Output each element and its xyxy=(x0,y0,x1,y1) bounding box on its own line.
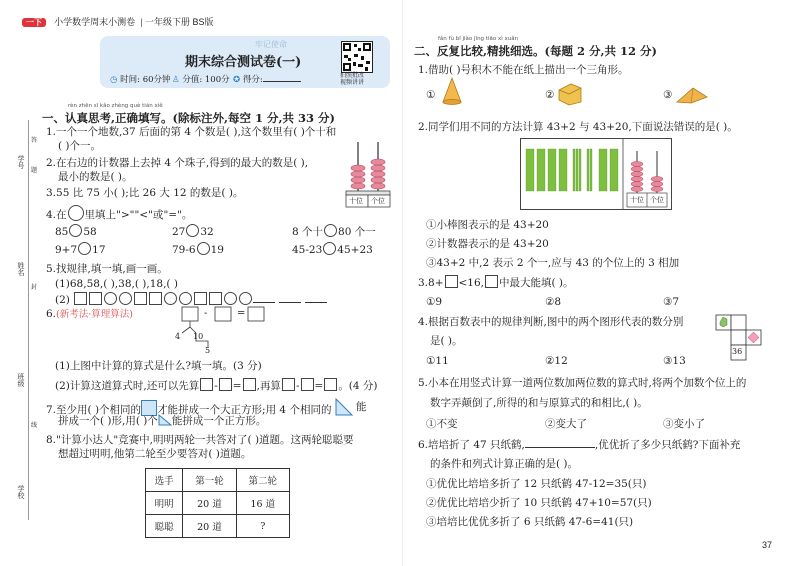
cmp-5[interactable]: 79-6 19 xyxy=(172,244,224,256)
p1-q5-2: (2) xyxy=(55,292,327,307)
got-info: ✪ 得分: xyxy=(233,73,301,85)
abacus-left-tens: 十位 xyxy=(349,197,363,205)
p2-q1-opt1[interactable]: ① xyxy=(426,89,436,101)
paper-title: 期末综合测试卷(一) xyxy=(185,55,302,70)
qr-code[interactable] xyxy=(341,41,373,73)
p2-q4a: 4.根据百数表中的规律判断,图中的两个图形代表的数分别 xyxy=(418,316,684,328)
triangle-icon-a xyxy=(334,397,354,417)
chart-num-36: 36 xyxy=(732,347,743,356)
score-table xyxy=(145,468,290,538)
p2-q1-opt3[interactable]: ③ xyxy=(663,89,673,101)
table-cell: 20 道 xyxy=(183,492,236,515)
sticks-abacus-figure xyxy=(520,138,672,210)
p1-q1b: ( )个一。 xyxy=(58,140,102,152)
page-number: 37 xyxy=(762,540,773,550)
table-cell: 16 道 xyxy=(236,492,289,515)
part2-pinyin: fǎn fù bǐ jiào jīng tiāo xì xuǎn xyxy=(438,36,519,42)
p2-q3-opt3[interactable]: ③7 xyxy=(663,296,680,308)
table-cell: 聪聪 xyxy=(146,515,183,538)
q6-diagram xyxy=(170,305,270,355)
cmp-1[interactable]: 85 58 xyxy=(55,226,97,238)
q6-tag: (新考法·算理算法) xyxy=(56,309,133,320)
p1-q3: 3.55 比 75 小( );比 26 大 12 的数是( )。 xyxy=(46,187,244,199)
p1-q6-2: (2)计算这道算式时,还可以先算 - = ,再算 - = 。(4 分) xyxy=(55,380,378,392)
side-label-xingming: 姓名 xyxy=(17,262,25,276)
binding-line xyxy=(28,120,29,520)
table-cell: ? xyxy=(236,515,289,538)
clock-icon: ◷ xyxy=(110,75,118,85)
person-icon: ♙ xyxy=(172,75,180,85)
cmp-4[interactable]: 9+7 17 xyxy=(55,244,106,256)
side-label-banji: 班级 xyxy=(17,373,25,387)
p1-q5: 5.找规律,填一填,画一画。 xyxy=(46,263,168,275)
p2-q6c: 的条件和列式计算正确的是( )。 xyxy=(430,458,579,470)
edition: 一年级下册 BS版 xyxy=(145,17,214,27)
cmp-6[interactable]: 45-23 45+23 xyxy=(292,244,373,256)
q6-eq: = xyxy=(237,308,246,319)
p2-q1: 1.借助( )号积木不能在纸上描出一个三角形。 xyxy=(418,64,629,76)
p1-q7c: 能 xyxy=(356,401,367,413)
p1-q5-1: (1)68,58,( ),38,( ),18,( ) xyxy=(55,278,178,290)
p2-q2-opt3[interactable]: ③43+2 中,2 表示 2 个一,应与 43 的个位上的 3 相加 xyxy=(426,257,680,269)
time-info: ◷ 时间: 60分钟 xyxy=(110,75,171,85)
table-head: 第一轮 xyxy=(183,469,236,492)
p1-q4: 4.在 里填上">""<"或"="。 xyxy=(46,205,192,222)
p2-q5-opt1[interactable]: ①不变 xyxy=(426,418,458,430)
stamp: 牢记使命 xyxy=(255,40,287,49)
prism-icon xyxy=(557,80,583,106)
p2-q3-opt2[interactable]: ②8 xyxy=(545,296,562,308)
p2-q3-opt1[interactable]: ①9 xyxy=(426,296,443,308)
hundred-chart-fragment xyxy=(715,314,763,362)
q6-minus: - xyxy=(204,308,208,319)
cmp-2[interactable]: 27 32 xyxy=(172,226,214,238)
abacus-left-ones: 个位 xyxy=(371,197,385,205)
p1-q6-1: (1)上图中计算的算式是什么?填一填。(3 分) xyxy=(55,360,262,372)
table-head: 第二轮 xyxy=(236,469,289,492)
p2-q5b: 数字弄颠倒了,所得的和与原算式的和相比,( )。 xyxy=(430,397,648,409)
p2-q6-opt1[interactable]: ①优优比培培多折了 12 只纸鹤 47-12=35(只) xyxy=(426,478,647,490)
p2-q5-opt2[interactable]: ②变大了 xyxy=(545,418,587,430)
p2-q4-opt1[interactable]: ①11 xyxy=(426,355,449,367)
p1-q6-label: 6.(新考法·算理算法) xyxy=(46,308,133,320)
cmp-3[interactable]: 8 个十 80 个一 xyxy=(292,226,376,238)
p1-q2a: 2.在右边的计数器上去掉 4 个珠子,得到的最大的数是( ), xyxy=(46,157,309,169)
p2-q5-opt3[interactable]: ③变小了 xyxy=(663,418,705,430)
p2-q5a: 5.小本在用竖式计算一道两位数加两位数的算式时,将两个加数个位上的 xyxy=(418,377,747,389)
p2-q3: 3.8+ <16, 中最大能填( )。 xyxy=(418,277,574,289)
p2-q4-opt2[interactable]: ②12 xyxy=(545,355,568,367)
part1-pinyin: rèn zhēn sī kǎo zhèng què tián xiě xyxy=(68,103,163,109)
fold-line xyxy=(402,0,403,566)
p2-q2: 2.同学们用不同的方法计算 43+2 与 43+20,下面说法错误的是( )。 xyxy=(418,121,738,133)
series-header: 一下 小学数学周末小测卷 | 一年级下册 BS版 xyxy=(22,10,214,29)
p2-q4-opt3[interactable]: ③13 xyxy=(663,355,686,367)
table-cell: 明明 xyxy=(146,492,183,515)
side-label-xuehao: 学号 xyxy=(17,155,25,169)
cone-icon xyxy=(440,76,464,106)
q6-num-5: 5 xyxy=(205,346,211,355)
side-label-xuexiao: 学校 xyxy=(17,485,25,499)
p2-q6-opt3[interactable]: ③培培比优优多折了 6 只纸鹤 47-6=41(只) xyxy=(426,516,634,528)
abacus-right-tens: 十位 xyxy=(630,196,644,204)
compare-circle xyxy=(68,205,84,221)
p1-q2b: 最小的数是( )。 xyxy=(58,171,133,183)
p2-q2-opt2[interactable]: ②计数器表示的是 43+20 xyxy=(426,238,549,250)
p1-q7d: 拼成一个( )形,用( )个 能拼成一个正方形。 xyxy=(58,415,267,427)
score-info: ♙ 分值: 100分 xyxy=(172,75,230,85)
blank-line[interactable] xyxy=(525,447,595,448)
table-head: 选手 xyxy=(146,469,183,492)
abacus-left xyxy=(343,140,393,208)
p1-q8b: 想超过明明,他第二轮至少要答对( )道题。 xyxy=(58,448,252,460)
side-label-ti: 题 xyxy=(31,167,38,174)
side-label-feng: 封 xyxy=(31,284,38,291)
p2-q6a: 6.培培折了 47 只纸鹤, ,优优折了多少只纸鹤?下面补充 xyxy=(418,439,741,451)
table-cell: 20 道 xyxy=(183,515,236,538)
star-icon: ✪ xyxy=(233,75,241,85)
side-label-xian: 线 xyxy=(31,422,38,429)
p1-q8a: 8."计算小达人"竞赛中,明明两轮一共答对了( )道题。这两轮聪聪要 xyxy=(46,434,354,446)
p2-q2-opt1[interactable]: ①小棒图表示的是 43+20 xyxy=(426,219,549,231)
q6-num-10: 10 xyxy=(193,332,204,341)
p1-q7a: 7.至少用( )个相同的 才能拼成一个大正方形;用 4 个相同的 xyxy=(46,400,331,417)
wedge-icon xyxy=(675,85,709,105)
side-label-da: 答 xyxy=(31,137,38,144)
part2-title: 二、反复比较,精挑细选。(每题 2 分,共 12 分) xyxy=(414,44,657,58)
q6-num-4: 4 xyxy=(175,332,181,341)
series-name: 小学数学周末小测卷 xyxy=(54,17,136,27)
p2-q6-opt2[interactable]: ②优优比培培少折了 10 只纸鹤 47+10=57(只) xyxy=(426,497,652,509)
qr-caption: 拍照批改 视频讲讲 xyxy=(340,72,365,86)
part1-title: 一、认真思考,正确填写。(除标注外,每空 1 分,共 33 分) xyxy=(42,111,335,125)
p2-q1-opt2[interactable]: ② xyxy=(545,89,555,101)
abacus-right-ones: 个位 xyxy=(650,196,664,204)
triangle-icon-b xyxy=(158,414,172,426)
grade-badge: 一下 xyxy=(22,18,46,27)
p2-q4b: 是( )。 xyxy=(430,335,463,347)
p1-q1a: 1.一个一个地数,37 后面的第 4 个数是( ),这个数里有( )个十和 xyxy=(46,126,337,138)
